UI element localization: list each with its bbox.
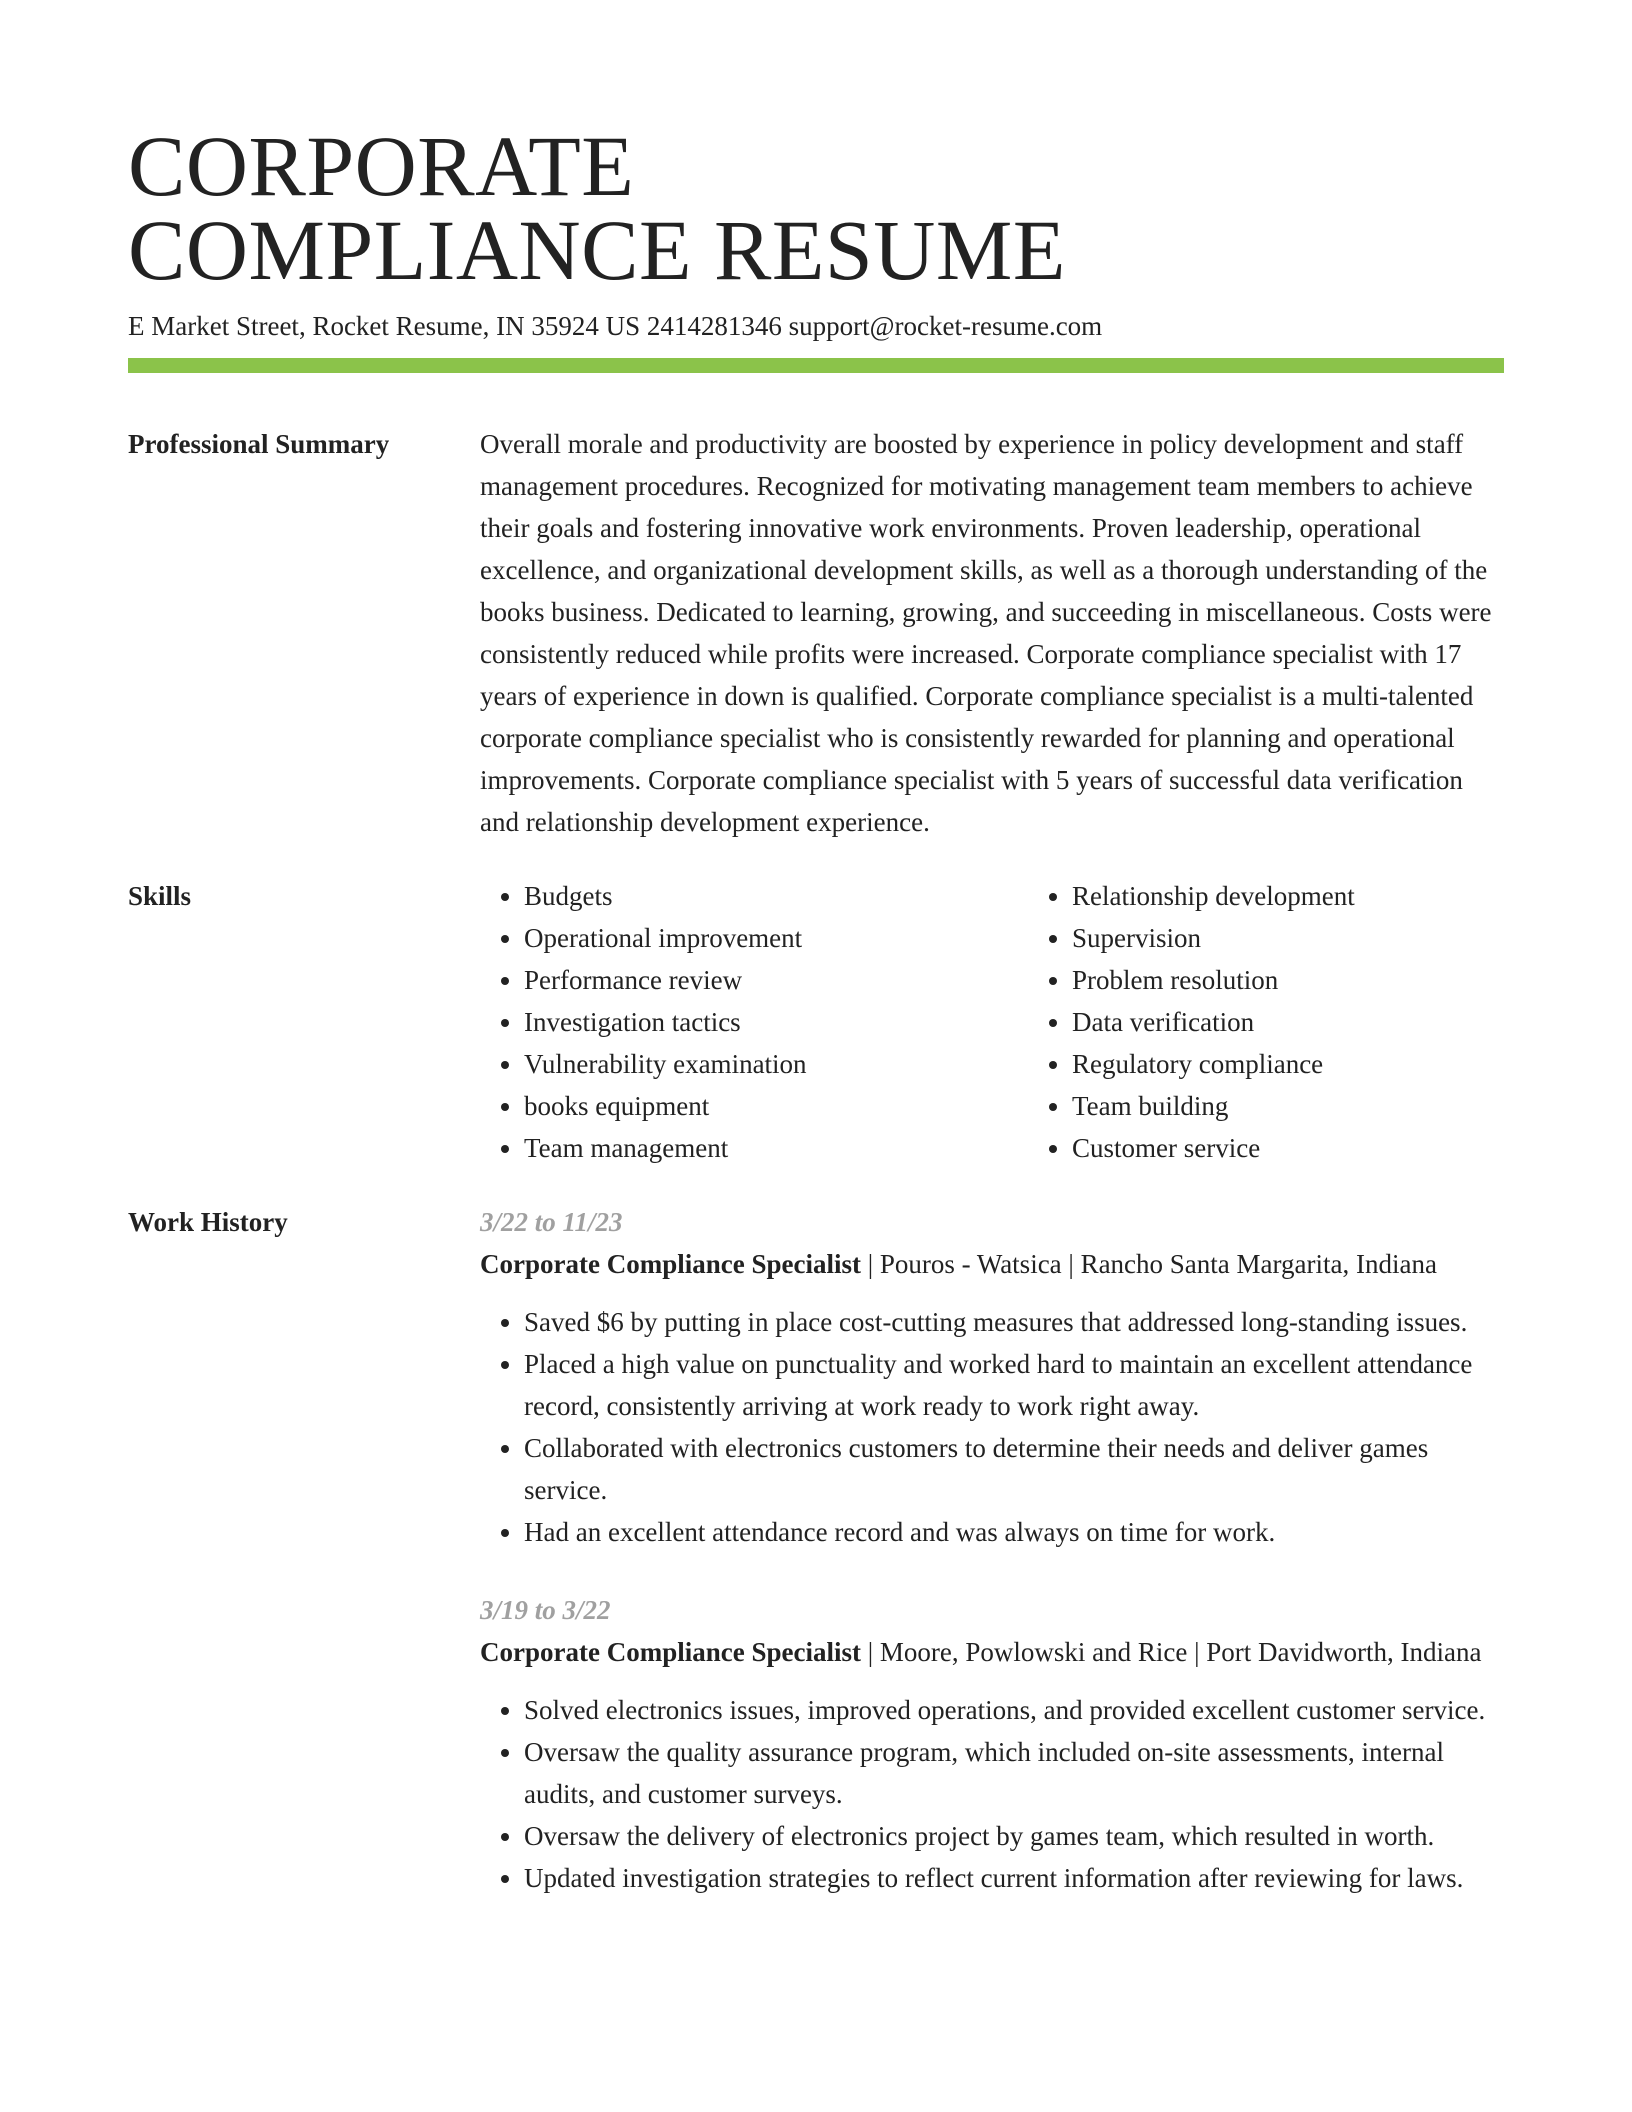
job-bullets [480, 1689, 1504, 1899]
summary-text: Overall morale and productivity are boosted by experience in policy development and staff management procedures. Recognized for motivating management team members to achieve their goals and fostering innovative work environments. Proven leadership, operational excellence, and organizational development skills, as well as a thorough understanding of the books business. Dedicated to learning, growing, and succeeding in miscellaneous. Costs were consistently reduced while profits were increased. Corporate compliance specialist with 17 years of experience in down is qualified. Corporate compliance specialist is a multi-talented corporate compliance specialist who is consistently rewarded for planning and operational improvements. Corporate compliance specialist with 5 years of successful data verification and relationship development experience. [480, 429, 1492, 837]
skill-item: • Team management [524, 1127, 1028, 1169]
skill-item: • Data verification [1072, 1001, 1576, 1043]
accent-divider [128, 358, 1504, 373]
job-bullet: • Oversaw the quality assurance program, which included on-site assessments, internal audits, and customer surveys. [524, 1731, 1504, 1815]
job-dates: 3/22 to 11/23 [480, 1207, 623, 1237]
title-line-1: CORPORATE [128, 118, 635, 214]
section-label-summary: Professional Summary [128, 429, 390, 459]
job-bullet: • Solved electronics issues, improved operations, and provided excellent customer service. [524, 1689, 1504, 1731]
title-line-2: COMPLIANCE RESUME [128, 202, 1066, 298]
job-dates: 3/19 to 3/22 [480, 1595, 611, 1625]
professional-summary-section [128, 423, 1504, 843]
job-details: | Pouros - Watsica | Rancho Santa Margarita, Indiana [860, 1249, 1437, 1279]
job-entry [480, 1201, 1504, 1553]
job-title: Corporate Compliance Specialist [480, 1249, 861, 1279]
skill-item: • Supervision [1072, 917, 1576, 959]
job-bullet: • Collaborated with electronics customers to determine their needs and deliver games service. [524, 1427, 1504, 1511]
skill-item: • Operational improvement [524, 917, 1028, 959]
skill-item: • Investigation tactics [524, 1001, 1028, 1043]
job-bullet: • Updated investigation strategies to reflect current information after reviewing for laws. [524, 1857, 1504, 1899]
skills-list-right [1028, 875, 1576, 1169]
job-bullet: • Saved $6 by putting in place cost-cutting measures that addressed long-standing issues. [524, 1301, 1504, 1343]
skills-section [128, 875, 1504, 1169]
skill-item: • Customer service [1072, 1127, 1576, 1169]
work-history-section [128, 1201, 1504, 1935]
skill-item: • Relationship development [1072, 875, 1576, 917]
skill-item: • Regulatory compliance [1072, 1043, 1576, 1085]
skill-item: • Team building [1072, 1085, 1576, 1127]
job-bullet: • Had an excellent attendance record and was always on time for work. [524, 1511, 1504, 1553]
skill-item: • Vulnerability examination [524, 1043, 1028, 1085]
skill-item: • Problem resolution [1072, 959, 1576, 1001]
job-header [480, 1243, 1504, 1285]
skills-list-left [480, 875, 1028, 1169]
skill-item: • books equipment [524, 1085, 1028, 1127]
section-label-skills: Skills [128, 881, 192, 911]
job-bullet: • Oversaw the delivery of electronics project by games team, which resulted in worth. [524, 1815, 1504, 1857]
section-label-work: Work History [128, 1207, 288, 1237]
job-bullet: • Placed a high value on punctuality and worked hard to maintain an excellent attendance record, consistently arriving at work ready to work right away. [524, 1343, 1504, 1427]
resume-title [128, 0, 1504, 298]
job-details: | Moore, Powlowski and Rice | Port Davidworth, Indiana [860, 1637, 1482, 1667]
resume-page [128, 0, 1504, 1935]
job-header [480, 1631, 1504, 1673]
job-entry [480, 1589, 1504, 1899]
job-bullets [480, 1301, 1504, 1553]
skill-item: • Performance review [524, 959, 1028, 1001]
skill-item: • Budgets [524, 875, 1028, 917]
contact-info: E Market Street, Rocket Resume, IN 35924 US 2414281346 support@rocket-resume.com [128, 311, 1103, 341]
job-title: Corporate Compliance Specialist [480, 1637, 861, 1667]
